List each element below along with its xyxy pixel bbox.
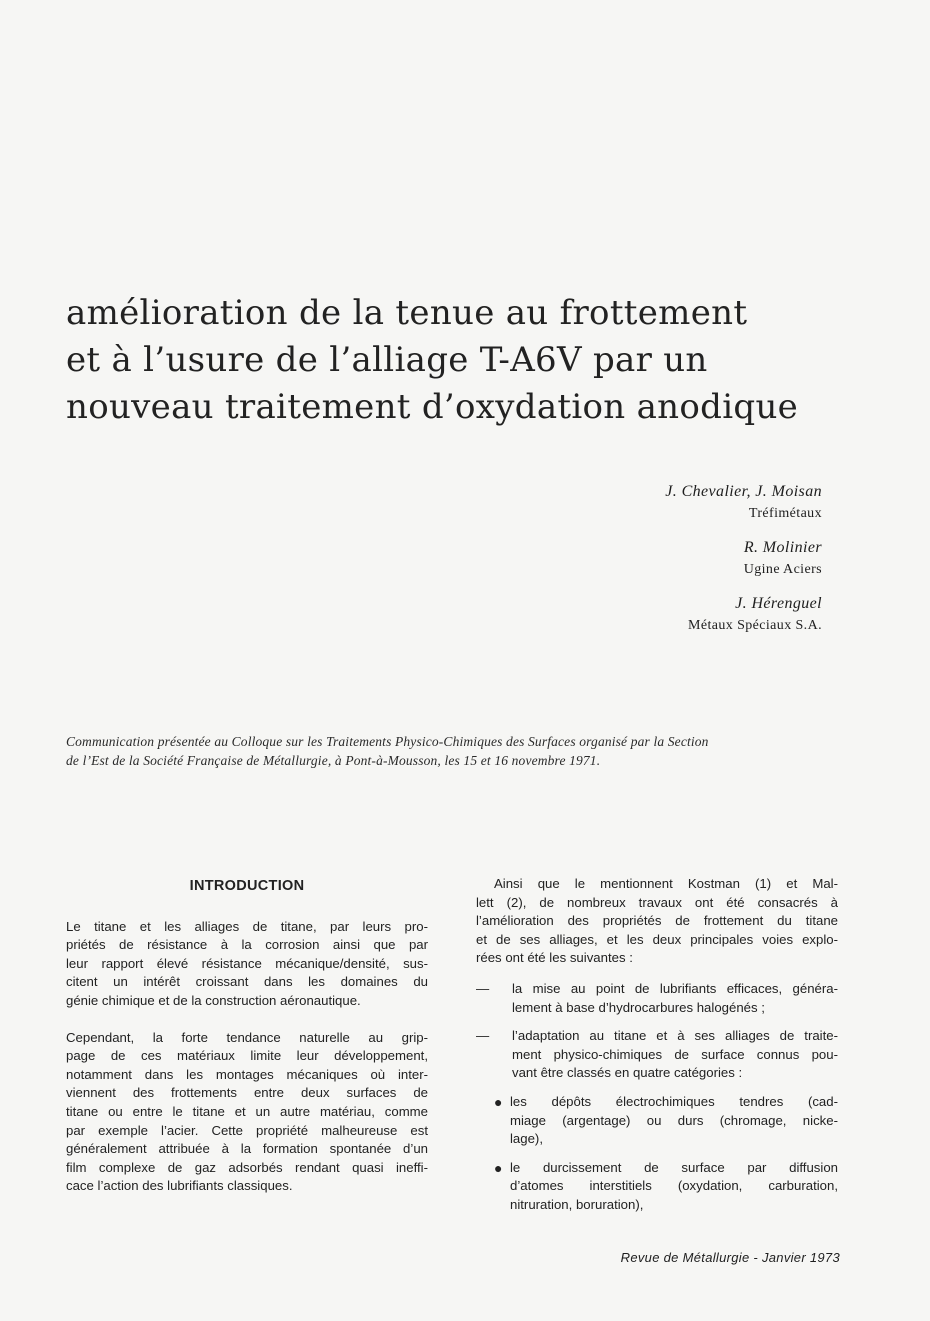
text-line: leur rapport élevé résistance mécanique/densité, sus- bbox=[66, 955, 428, 971]
list-item bbox=[476, 1027, 838, 1083]
right-paragraph-1 bbox=[476, 875, 838, 968]
author-name: J. Chevalier, J. Moisan bbox=[665, 483, 822, 500]
text-line: d’atomes interstitiels (oxydation, carburation, bbox=[510, 1178, 838, 1194]
text-line: le durcissement de surface par diffusion bbox=[510, 1159, 838, 1175]
title-line: et à l’usure de l’alliage T-A6V par un bbox=[66, 340, 708, 380]
text-line: viennent des frottements entre deux surfaces de bbox=[66, 1085, 428, 1101]
bullet-icon: ● bbox=[494, 1093, 503, 1110]
list-item-text bbox=[512, 980, 838, 1017]
list-item-text bbox=[512, 1027, 838, 1083]
author-list bbox=[422, 480, 822, 648]
author-block bbox=[422, 480, 822, 524]
text-line: citent un intérêt croissant dans les domaines du bbox=[66, 974, 428, 990]
text-line: rées ont été les suivantes : bbox=[476, 950, 633, 966]
communication-line: Communication présentée au Colloque sur les Traitements Physico-Chimiques des Surfaces organisé par la Section bbox=[66, 734, 709, 749]
sub-list-item bbox=[476, 1159, 838, 1215]
text-line: Le titane et les alliages de titane, par leurs pro- bbox=[66, 918, 428, 934]
bullet-icon: ● bbox=[494, 1159, 503, 1176]
text-line: par exemple l’acier. Cette propriété malheureuse est bbox=[66, 1122, 428, 1138]
text-line: l’adaptation au titane et à ses alliages de traite- bbox=[512, 1028, 838, 1044]
author-name: J. Hérenguel bbox=[735, 595, 822, 612]
text-line: priétés de résistance à la corrosion ainsi que par bbox=[66, 937, 428, 953]
right-column bbox=[476, 875, 838, 1215]
text-line: généralement attribuée à la formation spontanée d’un bbox=[66, 1141, 428, 1157]
author-affiliation: Tréfimétaux bbox=[748, 506, 822, 521]
text-line: les dépôts électrochimiques tendres (cad- bbox=[510, 1093, 838, 1109]
author-name: R. Molinier bbox=[743, 539, 822, 556]
intro-paragraph-1 bbox=[66, 918, 428, 1011]
article-title bbox=[66, 290, 799, 431]
title-line: amélioration de la tenue au frottement bbox=[66, 293, 748, 333]
communication-line: de l’Est de la Société Française de Métallurgie, à Pont-à-Mousson, les 15 et 16 novembre 1971. bbox=[66, 753, 601, 768]
text-line: notamment dans les montages mécaniques où inter- bbox=[66, 1066, 428, 1082]
left-column bbox=[66, 875, 428, 1214]
text-line: Ainsi que le mentionnent Kostman (1) et Mal- bbox=[494, 876, 838, 891]
text-line: film complexe de gaz adsorbés rendant quasi ineffi- bbox=[66, 1159, 428, 1175]
text-line: vant être classés en quatre catégories : bbox=[512, 1065, 743, 1081]
dash-mark: — bbox=[476, 1028, 490, 1044]
journal-footer: Revue de Métallurgie - Janvier 1973 bbox=[620, 1250, 840, 1265]
text-line: cace l’action des lubrifiants classiques. bbox=[66, 1178, 293, 1194]
text-line: génie chimique et de la construction aéronautique. bbox=[66, 992, 361, 1008]
text-line: ment physico-chimiques de surface connus pou- bbox=[512, 1046, 838, 1062]
text-line: la mise au point de lubrifiants efficaces, généra- bbox=[512, 980, 838, 996]
text-line: miage (argentage) ou durs (chromage, nicke- bbox=[510, 1112, 838, 1128]
text-line: lage), bbox=[510, 1131, 543, 1147]
text-line: l’amélioration des propriétés de frottement du titane bbox=[476, 913, 838, 929]
sub-list-item bbox=[476, 1093, 838, 1149]
communication-note bbox=[66, 732, 846, 770]
text-line: lement à base d’hydrocarbures halogénés ; bbox=[512, 999, 765, 1015]
text-line: titane ou entre le titane et un autre matériau, comme bbox=[66, 1103, 428, 1119]
list-item bbox=[476, 980, 838, 1017]
sub-list-item-text bbox=[510, 1093, 838, 1149]
sub-list-item-text bbox=[510, 1159, 838, 1215]
title-line: nouveau traitement d’oxydation anodique bbox=[66, 387, 799, 427]
text-line: lett (2), de nombreux travaux ont été consacrés à bbox=[476, 894, 838, 910]
author-block bbox=[422, 592, 822, 636]
text-line: page de ces matériaux limite leur développement, bbox=[66, 1048, 428, 1064]
text-line: et de ses alliages, et les deux principales voies explo- bbox=[476, 931, 838, 947]
author-affiliation: Métaux Spéciaux S.A. bbox=[688, 618, 822, 633]
section-heading: INTRODUCTION bbox=[189, 878, 305, 894]
dash-mark: — bbox=[476, 980, 490, 996]
intro-paragraph-2 bbox=[66, 1029, 428, 1196]
text-line: Cependant, la forte tendance naturelle au grip- bbox=[66, 1029, 428, 1045]
author-block bbox=[422, 536, 822, 580]
author-affiliation: Ugine Aciers bbox=[743, 562, 822, 577]
text-line: nitruration, boruration), bbox=[510, 1196, 644, 1212]
